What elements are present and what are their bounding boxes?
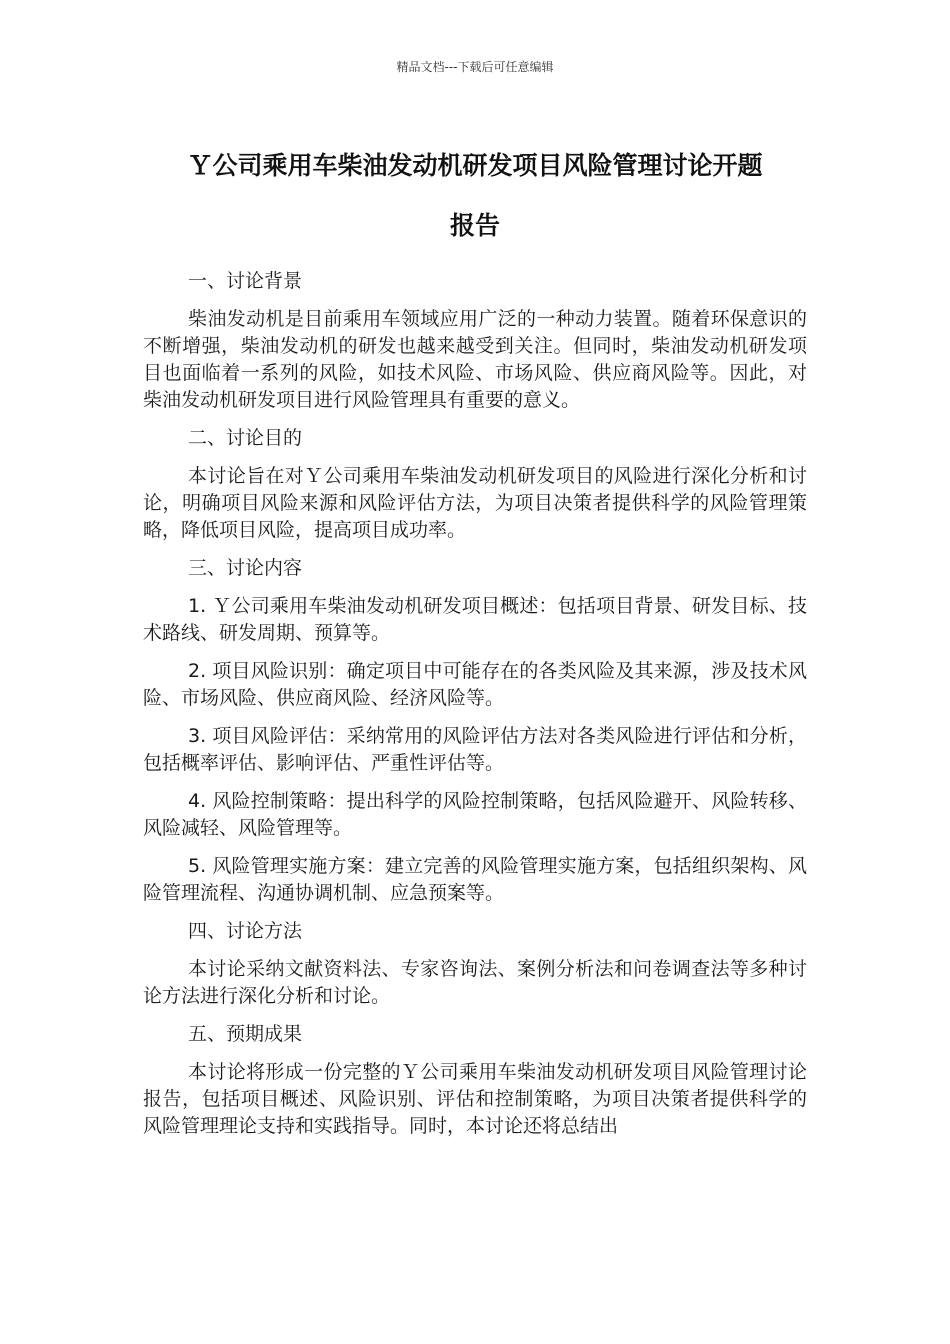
section-heading-background: 一、讨论背景 bbox=[188, 270, 303, 292]
section-heading-method: 四、讨论方法 bbox=[188, 920, 303, 942]
paragraph-outcome: 本讨论将形成一份完整的Ｙ公司乘用车柴油发动机研发项目风险管理讨论报告，包括项目概述、风险识别、评估和控制策略，为项目决策者提供科学的风险管理理论支持和实践指导。同时，本讨论还将总结出 bbox=[143, 1061, 807, 1137]
title-line-2: 报告 bbox=[449, 211, 500, 240]
paragraph-method: 本讨论采纳文献资料法、专家咨询法、案例分析法和问卷调查法等多种讨论方法进行深化分析和讨论。 bbox=[143, 958, 807, 1007]
document-title bbox=[0, 136, 950, 256]
paragraph-purpose: 本讨论旨在对Ｙ公司乘用车柴油发动机研发项目的风险进行深化分析和讨论，明确项目风险来源和风险评估方法，为项目决策者提供科学的风险管理策略，降低项目风险，提高项目成功率。 bbox=[143, 465, 807, 541]
section-heading-outcome: 五、预期成果 bbox=[188, 1023, 303, 1045]
list-item-4: 4. 风险控制策略：提出科学的风险控制策略，包括风险避开、风险转移、风险减轻、风险管理等。 bbox=[143, 790, 807, 839]
document-body bbox=[143, 268, 807, 1151]
header-note: 精品文档---下载后可任意编辑 bbox=[396, 60, 554, 74]
list-item-3: 3. 项目风险评估：采纳常用的风险评估方法对各类风险进行评估和分析，包括概率评估、影响评估、严重性评估等。 bbox=[143, 725, 807, 774]
list-item-2: 2. 项目风险识别：确定项目中可能存在的各类风险及其来源，涉及技术风险、市场风险、供应商风险、经济风险等。 bbox=[143, 660, 807, 709]
section-heading-purpose: 二、讨论目的 bbox=[188, 427, 303, 449]
list-item-1: 1. Ｙ公司乘用车柴油发动机研发项目概述：包括项目背景、研发目标、技术路线、研发周期、预算等。 bbox=[143, 595, 807, 644]
list-item-5: 5. 风险管理实施方案：建立完善的风险管理实施方案，包括组织架构、风险管理流程、沟通协调机制、应急预案等。 bbox=[143, 855, 807, 904]
title-line-1: Ｙ公司乘用车柴油发动机研发项目风险管理讨论开题 bbox=[187, 151, 763, 180]
section-heading-content: 三、讨论内容 bbox=[188, 557, 303, 579]
paragraph-background: 柴油发动机是目前乘用车领域应用广泛的一种动力装置。随着环保意识的不断增强，柴油发动机的研发也越来越受到关注。但同时，柴油发动机研发项目也面临着一系列的风险，如技术风险、市场风险、供应商风险等。因此，对柴油发动机研发项目进行风险管理具有重要的意义。 bbox=[143, 308, 807, 411]
